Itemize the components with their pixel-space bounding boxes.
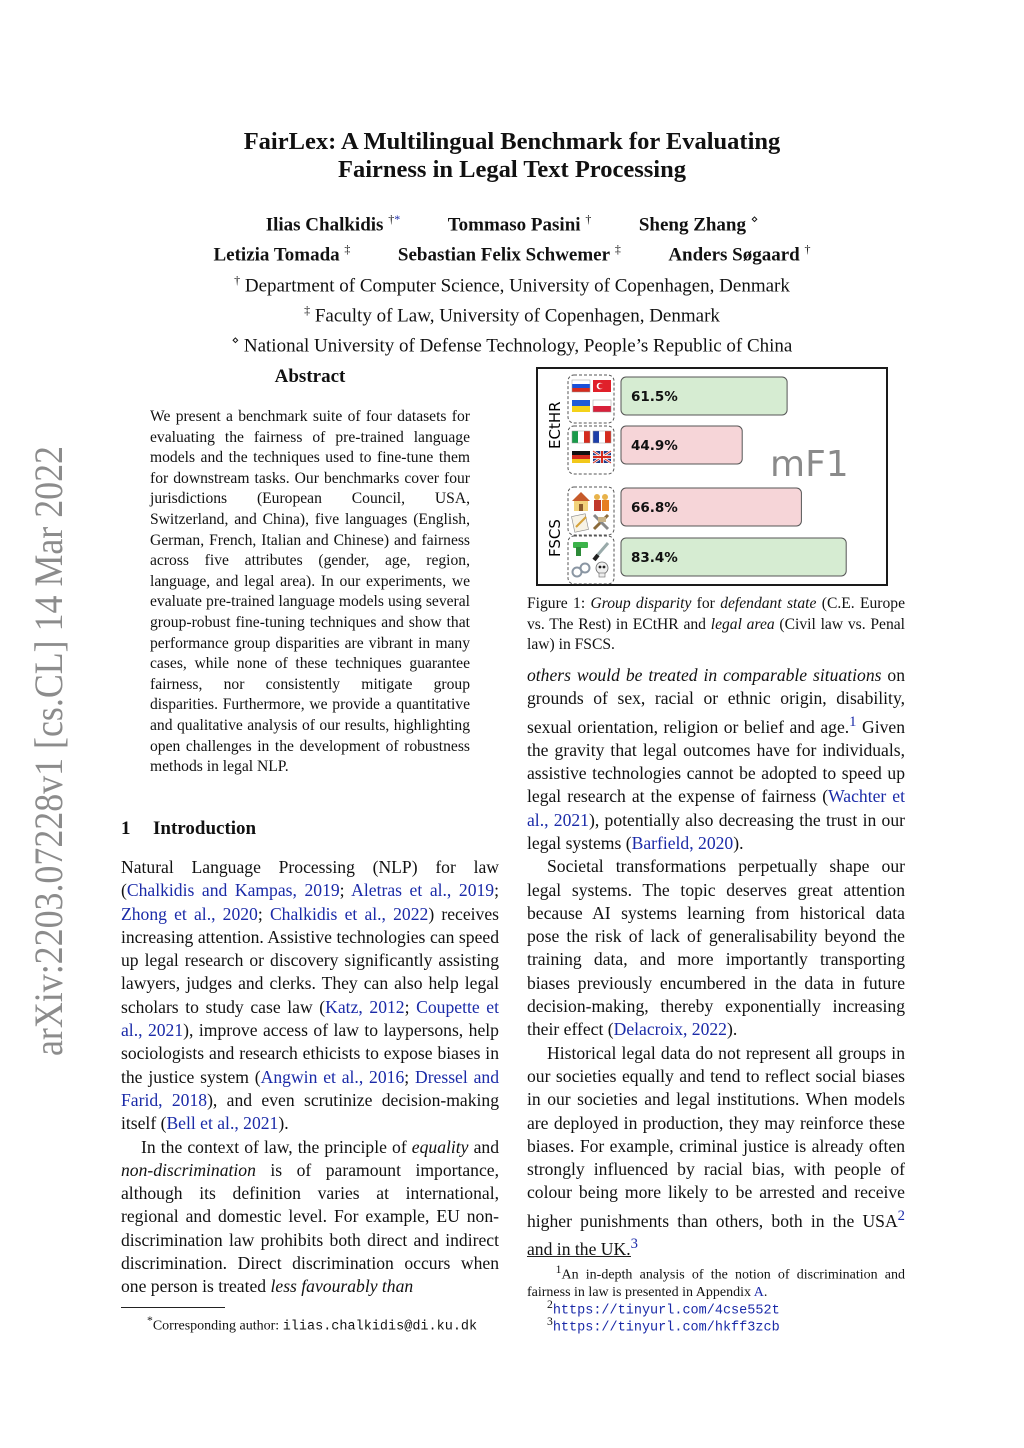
footnote-1: $^1$An in-depth analysis of the notion of discrimination and fairness in law is presented in Appendix A.: [527, 1263, 905, 1300]
section-heading: [121, 818, 256, 840]
author-name: Sheng Zhang: [638, 214, 747, 236]
abstract-text: We present a benchmark suite of four datasets for evaluating the fairness of pre-trained language models and the techniques used to fine-tune them for downstream tasks. Our benchmarks cover four jurisdictions (European Council, USA, Switzerland, and China), five languages (English, German, French, Italian and Chinese) and fairness across five attributes (gender, age, region, language, and legal area). In our experiments, we evaluate pre-trained language models using several group-robust fine-tuning techniques and show that performance group disparities are vibrant in many cases, while none of these techniques guarantee fairness, nor consistently mitigate group disparities. Furthermore, we provide a quantitative and qualitative analysis of our results, highlighting open challenges in the development of robustness methods in legal NLP.: [150, 408, 470, 776]
footnote-corresponding: [147, 1312, 507, 1336]
citation-link[interactable]: Chalkidis and Kampas, 2019: [126, 880, 340, 901]
citation-link[interactable]: Dressel and Farid, 2018: [121, 1066, 499, 1110]
footnote-rule: [527, 1256, 631, 1257]
author-name: Sebastian Felix Schwemer: [397, 244, 611, 266]
author-mark: ‡: [344, 242, 351, 257]
affiliation-mark: †: [234, 272, 241, 287]
affiliation-text: National University of Defense Technology, People’s Republic of China: [243, 335, 793, 357]
figure-caption: Figure 1: Group disparity for defendant state (C.E. Europe vs. The Rest) in ECtHR and legal area (Civil law vs. Penal law) in FSCS.: [527, 595, 906, 654]
right-column: [527, 664, 905, 1261]
author-row-1: [112, 207, 912, 237]
arxiv-stamp-svg: [0, 444, 84, 1056]
author-mark: ⋄: [750, 212, 759, 226]
family-icon: [594, 494, 609, 511]
paper-title: [112, 128, 912, 184]
footnote-rule: [121, 1307, 225, 1308]
affiliation-text: Department of Computer Science, University of Copenhagen, Denmark: [244, 274, 790, 296]
corresponding-mark[interactable]: *: [394, 212, 401, 226]
author-email[interactable]: ilias.chalkidis@di.ku.dk: [282, 1319, 478, 1335]
footnote-ref[interactable]: 1: [849, 713, 857, 730]
contract-icon: [571, 514, 588, 533]
citation-link[interactable]: Coupette et al., 2021: [121, 996, 499, 1041]
author-mark: †: [804, 242, 811, 257]
author-name: Anders Søgaard: [668, 244, 800, 266]
figure-1: [536, 367, 888, 586]
citation-link[interactable]: Chalkidis et al., 2022: [269, 903, 429, 924]
footnote-mark: *: [147, 1314, 153, 1327]
house-icon: [572, 492, 590, 511]
russia-flag-icon: [572, 380, 590, 392]
intro-paragraph-1: Natural Language Processing (NLP) for law (Chalkidis and Kampas, 2019; Aletras et al., 2019; Zhong et al., 2020; Chalkidis et al., 2022) receives increasing attention. Assistive technologies can speed up legal research or discovery significantly assisting lawyers, judges and clerks. They can also help legal scholars to study case law (Katz, 2012; Coupette et al., 2021), improve access of law to laypersons, help sociologists and research ethicists to expose biases in the justice system (Angwin et al., 2016; Dressel and Farid, 2018), and even scrutinize decision-making itself (Bell et al., 2021).: [121, 857, 499, 1134]
citation-link[interactable]: Aletras et al., 2019: [351, 880, 495, 901]
skull-icon: [596, 562, 608, 577]
affiliation-mark: ⋄: [231, 333, 240, 348]
title-line-1: FairLex: A Multilingual Benchmark for Evaluating: [243, 128, 781, 155]
group-disparity-chart: [538, 369, 886, 584]
citation-link[interactable]: Delacroix, 2022: [613, 1019, 727, 1040]
arxiv-id: arXiv:2203.07228v1 [cs.CL] 14 Mar 2022: [26, 444, 71, 1056]
footnote-3: [547, 1313, 780, 1337]
section-number: 1: [121, 818, 131, 839]
arxiv-stamp: [0, 444, 84, 1056]
citation-link[interactable]: Angwin et al., 2016: [260, 1066, 405, 1087]
footnote-mark: 1: [555, 1263, 562, 1276]
abstract-heading: Abstract: [274, 366, 346, 387]
footnote-text: Corresponding author:: [152, 1318, 283, 1334]
handcuffs-icon: [573, 564, 590, 577]
uk-flag-icon: [593, 451, 611, 463]
citation-link[interactable]: Wachter et al., 2021: [527, 786, 905, 830]
affiliation-mark: ‡: [304, 302, 311, 317]
citation-link[interactable]: Barfield, 2020: [631, 832, 734, 853]
gun-icon: [573, 542, 588, 556]
knife-icon: [594, 543, 608, 560]
footnote-url[interactable]: https://tinyurl.com/hkff3zcb: [552, 1320, 780, 1336]
author-name: Tommaso Pasini: [447, 214, 581, 236]
title-line-2: Fairness in Legal Text Processing: [337, 156, 686, 183]
group-label-fscs: FSCS: [546, 519, 564, 557]
affiliation-text: Faculty of Law, University of Copenhagen, Denmark: [314, 305, 720, 327]
footnote-mark: 2: [547, 1298, 553, 1311]
author-block: [112, 207, 912, 359]
italy-flag-icon: [572, 431, 590, 443]
author-row-2: [112, 237, 912, 267]
right-paragraph-3: Historical legal data do not represent all groups in our societies equally and tend to reflect social biases in our societies and legal institutions. When models are deployed in production, they may reinforce these biases. For example, criminal justice is already often strongly influenced by racial bias, with people of colour being more likely to be arrested and receive higher punishments than others, both in the USA$^2$ and in the UK.$^3$: [527, 1042, 905, 1259]
right-paragraph-2: Societal transformations perpetually shape our legal systems. The topic deserves great attention because AI systems learning from historical data pose the risk of lack of generalisability beyond the training data, and more importantly transporting biases previously encumbered in the data in future decision-making, thereby exponentially increasing their effect (Delacroix, 2022).: [527, 856, 905, 1040]
footnote-ref[interactable]: 3: [630, 1235, 638, 1252]
section-title: Introduction: [153, 818, 257, 839]
turkey-flag-icon: [593, 380, 611, 392]
citation-link[interactable]: Bell et al., 2021: [166, 1113, 279, 1134]
right-paragraph-1: others would be treated in comparable situations on grounds of sex, racial or ethnic origin, disability, sexual orientation, religion or belief and age.$^1$ Given the gravity that legal outcomes have for individuals, assistive technologies cannot be adopted to speed up legal research at the expense of fairness (Wachter et al., 2021), potentially also decreasing the trust in our legal systems (Barfield, 2020).: [527, 665, 905, 853]
ukraine-flag-icon: [572, 400, 590, 412]
affiliation: [112, 268, 912, 298]
france-flag-icon: [593, 431, 611, 443]
footnote-mark: 3: [547, 1315, 553, 1328]
affiliation: [112, 298, 912, 328]
intro-column: [121, 856, 499, 1299]
bar-value-label: 61.5%: [631, 389, 678, 405]
footnote-url[interactable]: https://tinyurl.com/4cse552t: [552, 1303, 780, 1319]
affiliation: [112, 328, 912, 358]
bar-value-label: 66.8%: [631, 500, 678, 516]
author-mark: †: [388, 212, 395, 226]
citation-link[interactable]: Katz, 2012: [325, 996, 405, 1017]
author-mark: ‡: [614, 242, 621, 257]
footnote-ref[interactable]: 2: [897, 1207, 905, 1224]
author-name: Ilias Chalkidis: [265, 214, 384, 236]
tools-icon: [594, 515, 608, 529]
bar-value-label: 44.9%: [631, 438, 678, 454]
poland-flag-icon: [593, 400, 611, 412]
author-name: Letizia Tomada: [213, 244, 340, 266]
bar-value-label: 83.4%: [631, 550, 678, 566]
author-mark: †: [585, 212, 592, 226]
citation-link[interactable]: Zhong et al., 2020: [121, 903, 258, 924]
group-label-ecthr: ECtHR: [546, 401, 564, 449]
metric-label: mF1: [770, 444, 849, 485]
appendix-link[interactable]: A: [753, 1284, 764, 1300]
germany-flag-icon: [572, 451, 590, 463]
intro-paragraph-2: In the context of law, the principle of equality and non-discrimination is of paramount importance, although its definition varies at international, regional and domestic level. For example, EU non-discrimination law prohibits both direct and indirect discrimination. Direct discrimination occurs when one person is treated less favourably than: [121, 1136, 499, 1297]
footnote-text: An in-depth analysis of the notion of discrimination and fairness in law is presented in Appendix: [527, 1267, 905, 1300]
